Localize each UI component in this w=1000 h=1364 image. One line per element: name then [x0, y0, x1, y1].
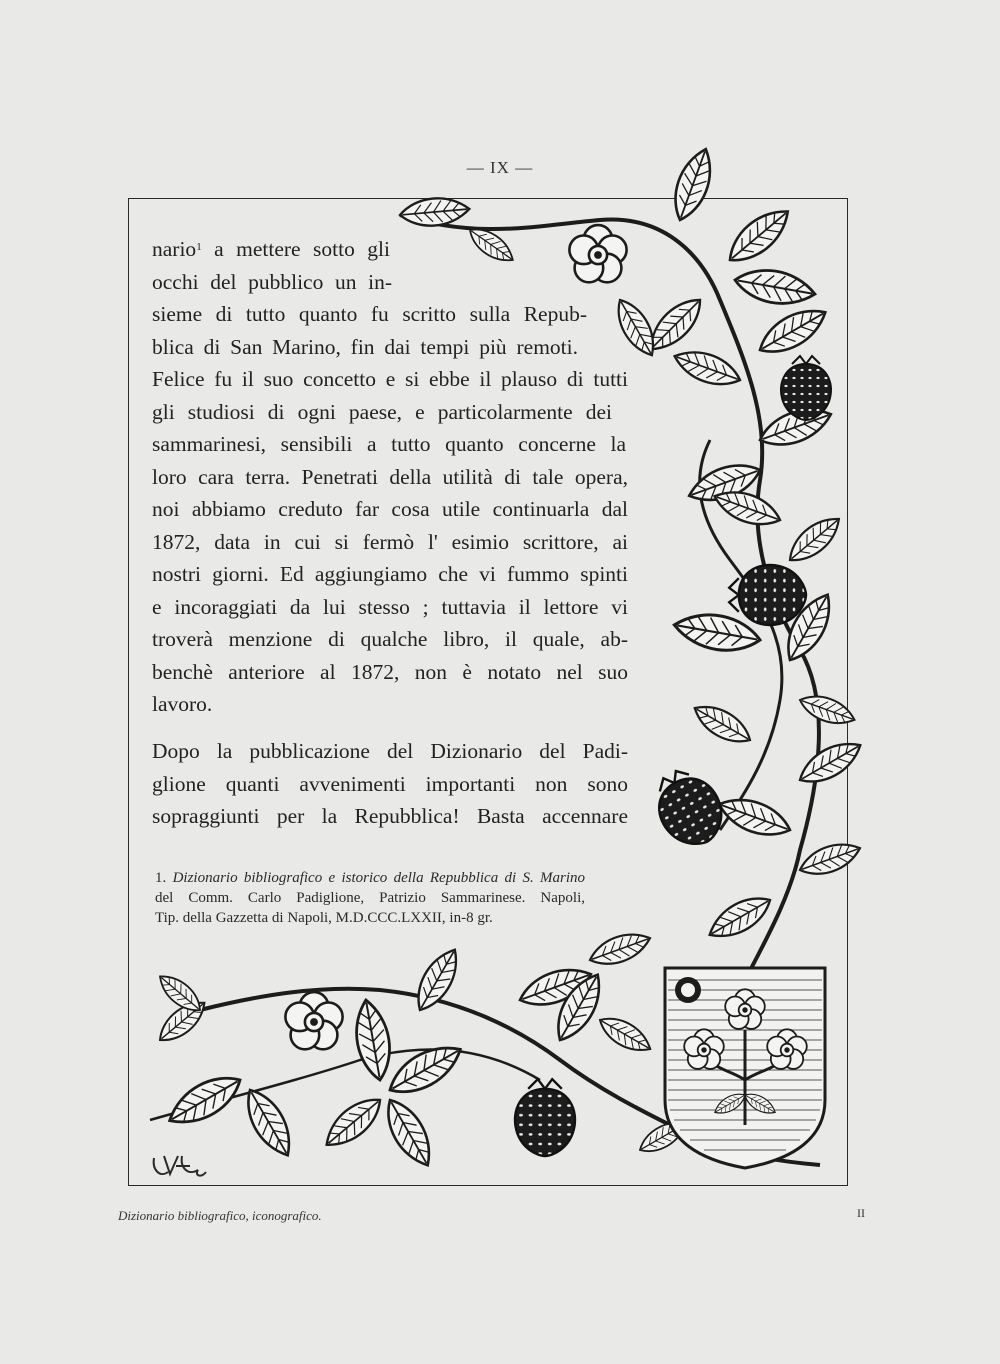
text-line: nostri giorni. Ed aggiungiamo che vi fummo spinti — [152, 562, 628, 586]
text-line: troverà menzione di qualche libro, il quale, ab- — [152, 627, 628, 651]
text-line: Felice fu il suo concetto e si ebbe il plauso di tutti — [152, 367, 628, 391]
text-line: blica di San Marino, fin dai tempi più remoti. — [152, 334, 578, 359]
text-line: gli studiosi di ogni paese, e particolarmente dei — [152, 399, 612, 424]
text-line: loro cara terra. Penetrati della utilità di tale opera, — [152, 464, 628, 489]
text-line: sopraggiunti per la Repubblica! Basta accennare — [152, 804, 628, 828]
footnote-marker: 1 — [196, 241, 202, 253]
paragraph-2 — [152, 735, 632, 833]
text-line: Dopo la pubblicazione del Dizionario del Padi- — [152, 739, 628, 763]
footnote-line — [155, 868, 585, 888]
paragraph-1 — [152, 233, 632, 721]
footnote-line: Tip. della Gazzetta di Napoli, M.D.CCC.LXXII, in-8 gr. — [155, 910, 493, 926]
text-line: lavoro. — [152, 692, 213, 716]
text-line: sieme di tutto quanto fu scritto sulla Repub- — [152, 302, 587, 326]
footnote-number: 1. — [155, 870, 167, 886]
text-line: 1872, data in cui si fermò l' esimio scrittore, ai — [152, 529, 628, 554]
page-number: — IX — — [466, 158, 534, 177]
footnote — [155, 868, 585, 928]
signature-mark: II — [857, 1206, 865, 1220]
artist-monogram-icon — [150, 1152, 210, 1188]
text-line: occhi del pubblico un in- — [152, 269, 392, 294]
text-line: nario$^1$ a mettere sotto gli — [152, 237, 390, 261]
footnote-line: del Comm. Carlo Padiglione, Patrizio Sammarinese. Napoli, — [155, 890, 585, 906]
text-line: e incoraggiati da lui stesso ; tuttavia il lettore vi — [152, 594, 628, 619]
running-footer: Dizionario bibliografico, iconografico. — [118, 1208, 322, 1223]
text-line: benchè anteriore al 1872, non è notato nel suo — [152, 659, 628, 684]
coat-of-arms-icon — [665, 968, 825, 1168]
footnote-title: Dizionario bibliografico e istorico della Repubblica di S. Marino — [172, 870, 586, 886]
text-line: glione quanti avvenimenti importanti non sono — [152, 771, 628, 796]
text-line: noi abbiamo creduto far cosa utile continuarla dal — [152, 497, 628, 521]
text-line: sammarinesi, sensibili a tutto quanto concerne la — [152, 432, 626, 456]
